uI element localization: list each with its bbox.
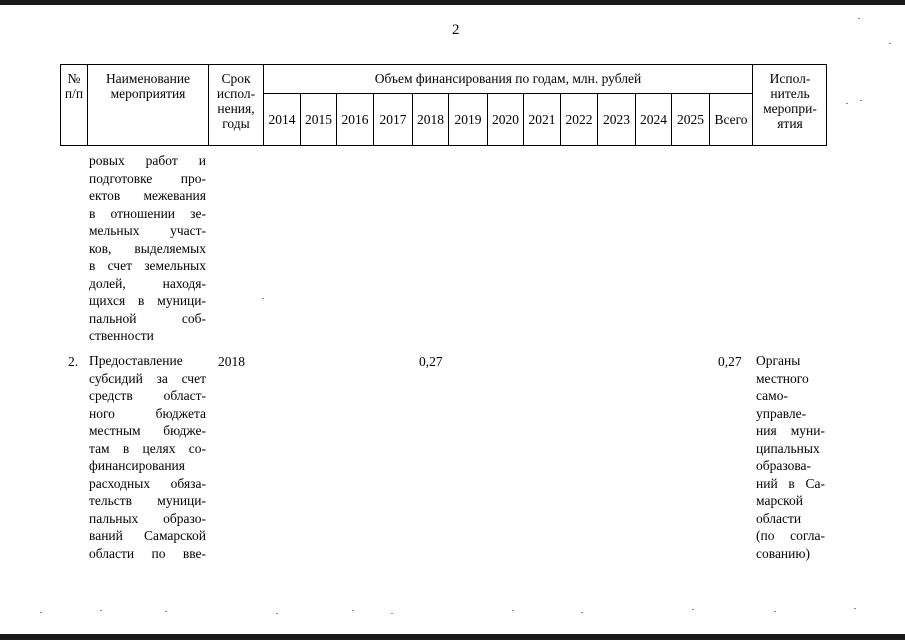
name-line: местным бюдже- xyxy=(89,423,206,438)
name-line: щихся в муници- xyxy=(89,293,206,308)
executor-line: управле- xyxy=(756,405,807,421)
row2-value-2018: 0,27 xyxy=(419,354,443,369)
header-executor-line: нитель xyxy=(770,86,810,101)
executor-line: ний в Са- xyxy=(756,475,825,491)
executor-line: области xyxy=(756,510,802,526)
name-line: области по вве- xyxy=(89,545,206,561)
year-header: 2025 xyxy=(677,112,704,127)
executor-line: само- xyxy=(756,388,788,403)
executor-line: образова- xyxy=(756,458,812,473)
header-name-line: Наименование xyxy=(105,71,191,86)
name-line: пальной соб- xyxy=(89,310,206,326)
header-num-line: № xyxy=(67,71,81,86)
header-term-line: годы xyxy=(222,116,250,131)
header-term-line: Срок xyxy=(221,71,251,86)
header-funding: Объем финансирования по годам, млн. рублей xyxy=(374,71,642,86)
header-num-line: п/п xyxy=(64,86,84,101)
name-line: расходных обяза- xyxy=(89,475,206,491)
row2-name xyxy=(89,352,206,562)
year-header: 2015 xyxy=(305,112,332,127)
row1-name-continuation xyxy=(89,152,206,345)
name-line: ваний Самарской xyxy=(89,528,206,543)
name-line: там в целях со- xyxy=(89,440,206,456)
name-line: долей, находя- xyxy=(89,275,206,291)
executor-line: марской xyxy=(756,493,804,508)
year-header: 2024 xyxy=(640,112,667,127)
name-line: в отношении зе- xyxy=(89,205,206,221)
name-line: Предоставление xyxy=(89,353,183,368)
header-term-line: испол- xyxy=(216,86,256,101)
name-line: субсидий за счет xyxy=(89,370,206,386)
name-line: ектов межевания xyxy=(89,188,206,203)
name-line: подготовке про- xyxy=(89,170,206,186)
executor-line: Органы xyxy=(756,353,801,368)
header-term xyxy=(209,71,263,131)
year-header: Всего xyxy=(714,112,748,127)
name-line: в счет земельных xyxy=(89,258,206,273)
name-line: пальных образо- xyxy=(89,510,206,526)
header-executor-line: ятия xyxy=(777,116,803,131)
row2-total: 0,27 xyxy=(718,354,742,369)
top-border xyxy=(0,0,905,5)
name-line: финансирования xyxy=(89,458,185,473)
name-line: ственности xyxy=(89,328,154,343)
year-header: 2022 xyxy=(565,112,593,127)
header-executor-line: Испол- xyxy=(769,71,811,86)
executor-line: ния муни- xyxy=(756,423,825,438)
header-term-line: нения, xyxy=(217,101,255,116)
name-line: ков, выделяемых xyxy=(89,240,206,256)
year-header: 2021 xyxy=(528,112,556,127)
page-number: 2 xyxy=(452,22,460,38)
header-executor xyxy=(753,71,827,131)
name-line: мельных участ- xyxy=(89,223,206,238)
header-num xyxy=(60,71,88,101)
name-line: ного бюджета xyxy=(89,405,206,421)
row2-number: 2. xyxy=(68,354,79,369)
header-name xyxy=(88,71,208,101)
year-header: 2020 xyxy=(492,112,519,127)
year-header: 2017 xyxy=(379,112,407,127)
executor-line: сованию) xyxy=(756,545,810,561)
header-executor-line: меропри- xyxy=(763,101,817,116)
name-line: тельств муници- xyxy=(89,493,206,508)
executor-line: местного xyxy=(756,370,809,386)
row2-executor xyxy=(756,352,825,562)
executor-line: (по согла- xyxy=(756,528,825,543)
year-header: 2016 xyxy=(341,112,369,127)
year-header: 2023 xyxy=(603,112,630,127)
executor-line: ципальных xyxy=(756,440,820,456)
row2-term: 2018 xyxy=(218,354,245,369)
name-line: ровых работ и xyxy=(89,153,206,168)
year-header: 2014 xyxy=(268,112,296,127)
name-line: средств област- xyxy=(89,388,206,403)
year-header: 2018 xyxy=(417,112,444,127)
year-header: 2019 xyxy=(454,112,482,127)
bottom-border xyxy=(0,634,905,640)
header-name-line: мероприятия xyxy=(110,86,186,101)
